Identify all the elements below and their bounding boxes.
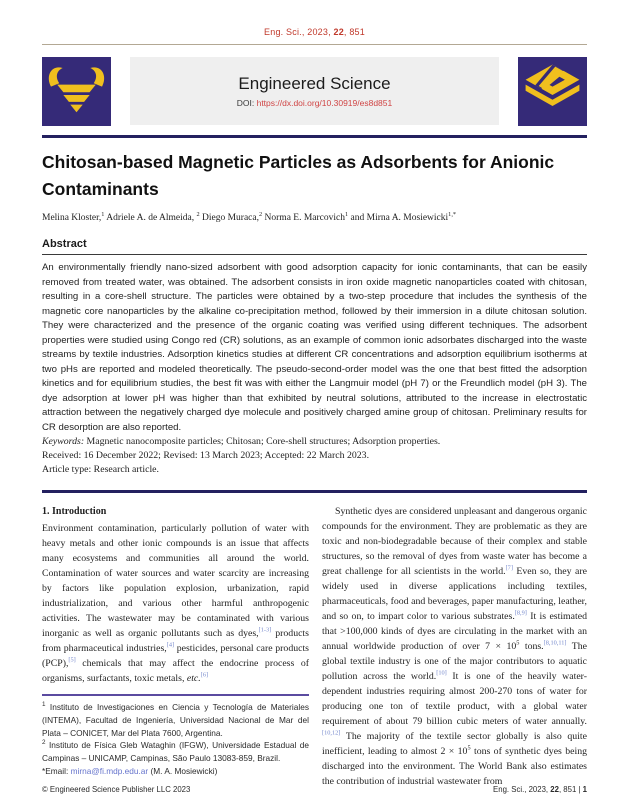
introduction-paragraph: Environment contamination, particularly pollution of water with heavy metals and other ionic compounds is an issue that affects many ecosystems and communities all around the world. Contamination of water sources and water scarcity are increasing by factors like population explosion, urbanization, rapid industrialization, and various other harmful anthropogenic activities. The wastewater may be contaminated with various inorganic as well as organic pollutants such as dyes,[1-3] products from pharmaceutical industries,[4] pesticides, personal care products (PCP),[5] chemicals that may affect the endocrine process of organisms, surfactants, toxic metals, etc.[6] — [42, 523, 309, 684]
abstract-rule — [42, 254, 587, 255]
journal-title: Engineered Science — [238, 74, 391, 93]
journal-citation-top: Eng. Sci., 2023, 22, 851 — [264, 27, 365, 37]
publisher-bull-logo — [42, 57, 111, 126]
journal-masthead — [130, 57, 499, 125]
header-top-rule — [42, 44, 587, 45]
footnote-rule — [42, 694, 309, 696]
header-bottom-rule — [42, 135, 587, 138]
author-line: Melina Kloster,$^1$ Adriele A. de Almeida, $^2$ Diego Muraca,$^2$ Norma E. Marcovich$^1$ and Mirna A. Mosiewicki$^{1,*}$ — [42, 210, 457, 223]
es-monogram-icon — [518, 57, 587, 126]
right-column — [322, 504, 587, 789]
email-footnote[interactable]: *Email: mirna@fi.mdp.edu.ar (M. A. Mosiewicki) — [42, 765, 218, 776]
page-citation-footer: Eng. Sci., 2023, 22, 851 | 1 — [493, 785, 587, 794]
abstract-text: An environmentally friendly nano-sized adsorbent with good adsorption capacity for ionic contaminants, that can be easily removed from treated water, was obtained. The adsorbent consists in iron oxide magnetic nanoparticles coated with chitosan, resulting in a core-shell structure. The particles were obtained by a two-step procedure that includes the synthesis of the magnetic core nanoparticles by the alkaline co-precipitation method, followed by their immersion in a dilute chitosan solution. They were characterized and the presence of the organic coating was verified using different techniques. The adsorbent properties were studied using Congo red (CR) solutions, as an example of common ionic adsorbates discharged into the waste streams by textile industries. Adsorption kinetics studies at different CR concentrations and adsorption equilibrium isotherms at two pHs are reported and modeled theoretically. The pseudo-second-order model was the one that best fitted the adsorption kinetics and for equilibrium studies, the best fit was with either the Langmuir model (pH 7) or the Freundlich model (pH 3). The dye adsorption at lower pH was higher than that exhibited by neutral solutions, attributed to the increase in electrostatic attraction between the negatively charged dye molecule and positively charged amine group of chitosan. Preliminary results for CR desorption are also reported. — [42, 262, 587, 433]
doi-link-line[interactable]: DOI: https://dx.doi.org/10.30919/es8d851 — [236, 98, 393, 108]
received-line: Received: 16 December 2022; Revised: 13 March 2023; Accepted: 22 March 2023. — [42, 450, 370, 461]
article-title: Chitosan-based Magnetic Particles as Adsorbents for Anionic Contaminants — [42, 152, 555, 199]
two-column-body — [42, 504, 587, 789]
abstract-heading: Abstract — [42, 238, 87, 250]
body-separator-rule — [42, 490, 587, 493]
bull-icon — [42, 57, 111, 126]
keywords-line: Keywords: Magnetic nanocomposite particles; Chitosan; Core-shell structures; Adsorption properties. — [42, 436, 441, 447]
left-column — [42, 504, 309, 789]
es-cube-logo — [518, 57, 587, 126]
copyright-text: © Engineered Science Publisher LLC 2023 — [42, 785, 191, 794]
page-footer — [42, 785, 587, 794]
body-paragraph: Synthetic dyes are considered unpleasant and dangerous organic compounds for the environment. They are problematic as they are toxic and non-biodegradable because of their complex and stable structures, so the removal of dyes from waste water has become a great challenge for all scientists in the world.[7] Even so, they are widely used in diverse applications including textiles, pharmaceuticals, food and beverages, paper manufacturing, leather, and so on, to impart color to various substrates.[8,9] It is estimated that >100,000 kinds of dyes are circulating in the market with an annual worldwide production of over $7 \times 10^5$ tons.[8,10,11] The global textile industry is one of the major contributors to aquatic pollution across the world.[10] It is one of the heavily water-dependent industries requiring almost 200-270 tons of water for producing one ton of textile product, with a global water requirement of about 79 billion cubic meters of water annually.[10,12] The majority of the textile sector globally is also quite inefficient, leading to almost $2 \times 10^5$ tons of synthetic dyes being discharged into the environment. The World Bank also estimates the contribution of industrial wastewater from — [322, 506, 588, 787]
masthead-row — [42, 56, 587, 126]
affiliation-footnote-2: $^2$ Instituto de Física Gleb Wataghin (IFGW), Universidade Estadual de Campinas – UNICAMP, Campinas, São Paulo 13083-859, Brazil. — [42, 739, 309, 764]
article-type-line: Article type: Research article. — [42, 464, 159, 475]
affiliation-footnote-1: $^1$ Instituto de Investigaciones en Ciencia y Tecnología de Materiales (INTEMA), Facultad de Ingeniería, Universidad Nacional de Mar del Plata – CONICET, Mar del Plata 7600, Argentina. — [42, 701, 309, 738]
introduction-heading: 1. Introduction — [42, 506, 107, 517]
